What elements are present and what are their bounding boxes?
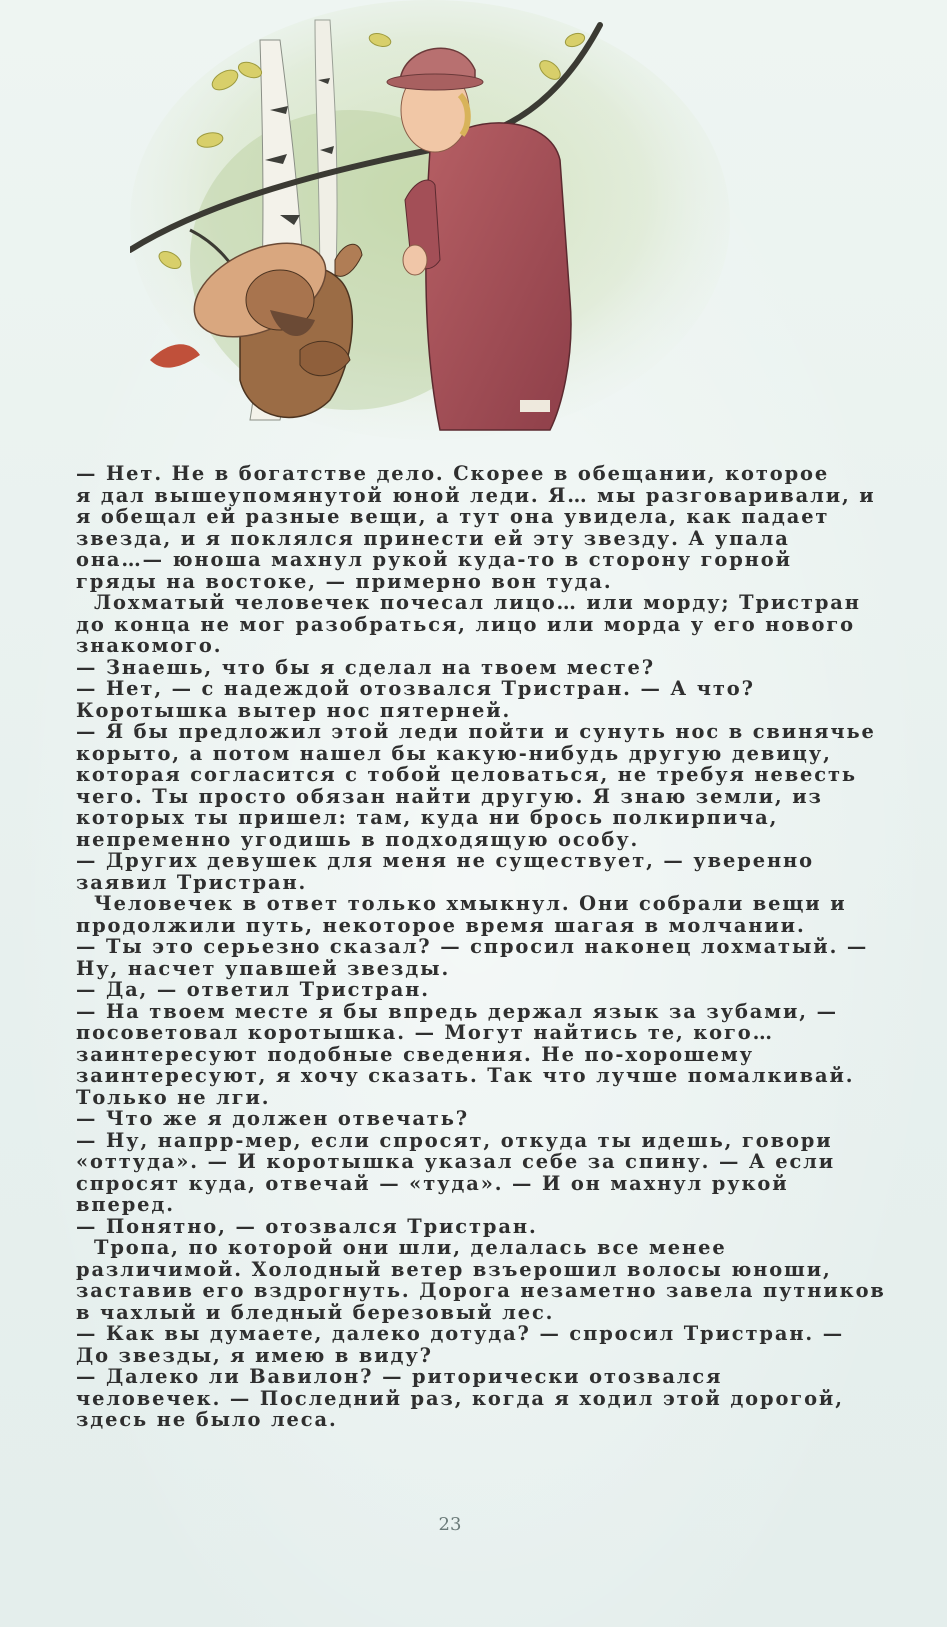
- text-line: гряды на востоке, — примерно вон туда.: [76, 569, 613, 593]
- text-line: Коротышка вытер нос пятерней.: [76, 698, 512, 722]
- text-line: непременно угодишь в подходящую особу.: [76, 827, 640, 851]
- text-line: корыто, а потом нашел бы какую-нибудь другую девицу,: [76, 741, 832, 765]
- text-line: — Далеко ли Вавилон? — риторически отозвался: [76, 1365, 723, 1388]
- text-line: спросят куда, отвечай — «туда». — И он махнул рукой: [76, 1171, 789, 1195]
- text-line: Лохматый человечек почесал лицо… или морду; Тристран: [94, 591, 861, 614]
- text-line: — Понятно, — отозвался Тристран.: [76, 1214, 538, 1238]
- text-line: звезда, и я поклялся принести ей эту звезду. А упала: [76, 526, 790, 550]
- red-leaf: [150, 344, 200, 367]
- text-line: вперед.: [76, 1193, 175, 1216]
- text-line: я дал вышеупомянутой юной леди. Я… мы разговаривали, и: [76, 483, 876, 507]
- text-line: человечек. — Последний раз, когда я ходил этой дорогой,: [76, 1386, 844, 1410]
- text-line: которая согласится с тобой целоваться, не требуя невесть: [76, 763, 857, 786]
- text-line: — Что же я должен отвечать?: [76, 1107, 470, 1130]
- text-line: — Как вы думаете, далеко дотуда? — спросил Тристран. —: [76, 1322, 845, 1345]
- text-line: которых ты пришел: там, куда ни брось полкирпича,: [76, 806, 779, 829]
- text-line: — Нет, — с надеждой отозвался Тристран. — А что?: [76, 677, 755, 700]
- text-line: различимой. Холодный ветер взъерошил волосы юноши,: [76, 1257, 832, 1281]
- text-line: До звезды, я имею в виду?: [76, 1343, 433, 1367]
- text-line: «оттуда». — И коротышка указал себе за спину. — А если: [76, 1150, 836, 1173]
- text-line: заявил Тристран.: [76, 870, 308, 894]
- text-line: — Ты это серьезно сказал? — спросил наконец лохматый. —: [76, 935, 869, 958]
- text-line: — Да, — ответил Тристран.: [76, 978, 430, 1001]
- text-line: заинтересуют подобные сведения. Не по-хорошему: [76, 1042, 754, 1066]
- text-line: Тропа, по которой они шли, делалась все менее: [94, 1236, 727, 1259]
- text-line: Только не лги.: [76, 1085, 271, 1109]
- text-line: продолжили путь, некоторое время шагая в молчании.: [76, 913, 806, 937]
- text-line: в чахлый и бледный березовый лес.: [76, 1300, 555, 1324]
- text-line: — Ну, напрр-мер, если спросят, откуда ты идешь, говори: [76, 1128, 833, 1152]
- text-line: здесь не было леса.: [76, 1408, 338, 1431]
- story-text: [76, 462, 886, 1431]
- text-line: Ну, насчет упавшей звезды.: [76, 956, 451, 980]
- text-line: — Других девушек для меня не существует, — уверенно: [76, 849, 814, 872]
- text-line: — Знаешь, что бы я сделал на твоем месте?: [76, 655, 655, 679]
- story-illustration: [130, 0, 730, 450]
- illustration-svg: [130, 0, 730, 450]
- text-line: посоветовал коротышка. — Могут найтись те, кого…: [76, 1021, 774, 1044]
- text-line: заинтересуют, я хочу сказать. Так что лучше помалкивай.: [76, 1064, 855, 1087]
- text-line: заставив его вздрогнуть. Дорога незаметно завела путников: [76, 1279, 886, 1302]
- text-line: я обещал ей разные вещи, а тут она увидела, как падает: [76, 505, 830, 528]
- text-line: — Нет. Не в богатстве дело. Скорее в обещании, которое: [76, 462, 830, 485]
- text-line: до конца не мог разобраться, лицо или морда у его нового: [76, 612, 856, 636]
- text-line: она…— юноша махнул рукой куда-то в сторону горной: [76, 548, 792, 571]
- text-line: — На твоем месте я бы впредь держал язык за зубами, —: [76, 999, 838, 1023]
- text-line: Человечек в ответ только хмыкнул. Они собрали вещи и: [94, 892, 847, 915]
- text-line: знакомого.: [76, 634, 223, 657]
- page-number: 23: [438, 1514, 462, 1535]
- text-line: — Я бы предложил этой леди пойти и сунуть нос в свинячье: [76, 720, 876, 743]
- text-line: чего. Ты просто обязан найти другую. Я знаю земли, из: [76, 784, 823, 808]
